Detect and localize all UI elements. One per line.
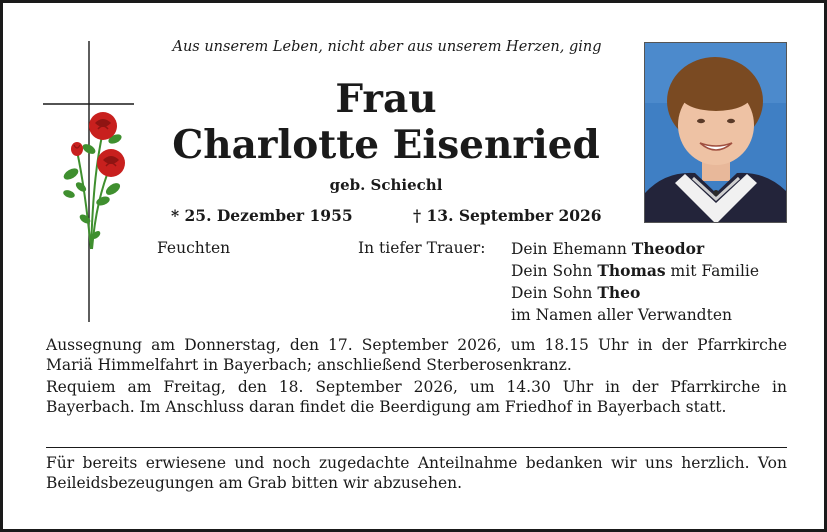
requiem-paragraph: Requiem am Freitag, den 18. September 2026, um 14.30 Uhr in der Pfarrkirche in Bayerbach. Im Anschluss daran findet die Beerdigung am Friedhof in Bayerbach statt. — [46, 378, 787, 416]
motto: Aus unserem Leben, nicht aber aus unserem Herzen, ging — [172, 39, 602, 55]
salutation: Frau — [335, 76, 437, 122]
portrait-photo — [644, 42, 787, 223]
death-date: † 13. September 2026 — [413, 206, 602, 225]
divider — [46, 447, 787, 448]
birth-date: * 25. Dezember 1955 — [171, 206, 353, 225]
cross-with-roses-icon — [41, 39, 141, 324]
mourner-line: Dein Sohn Theo — [511, 283, 641, 302]
mourner-line: im Namen aller Verwandten — [511, 306, 732, 324]
deceased-name: Charlotte Eisenried — [172, 122, 600, 168]
mourner-line: Dein Sohn Thomas mit Familie — [511, 261, 760, 280]
funeral-blessing-paragraph: Aussegnung am Donnerstag, den 17. September 2026, um 18.15 Uhr in der Pfarrkirche Mariä Himmelfahrt in Bayerbach; anschließend Sterberosenkranz. — [46, 336, 787, 374]
place: Feuchten — [157, 239, 231, 257]
thanks-paragraph: Für bereits erwiesene und noch zugedachte Anteilnahme bedanken wir uns herzlich. Von Beileidsbezeugungen am Grab bitten wir abzusehen. — [46, 454, 787, 492]
mourner-line: Dein Ehemann Theodor — [511, 239, 705, 258]
mourning-label: In tiefer Trauer: — [358, 239, 486, 257]
maiden-name: geb. Schiechl — [329, 176, 443, 194]
